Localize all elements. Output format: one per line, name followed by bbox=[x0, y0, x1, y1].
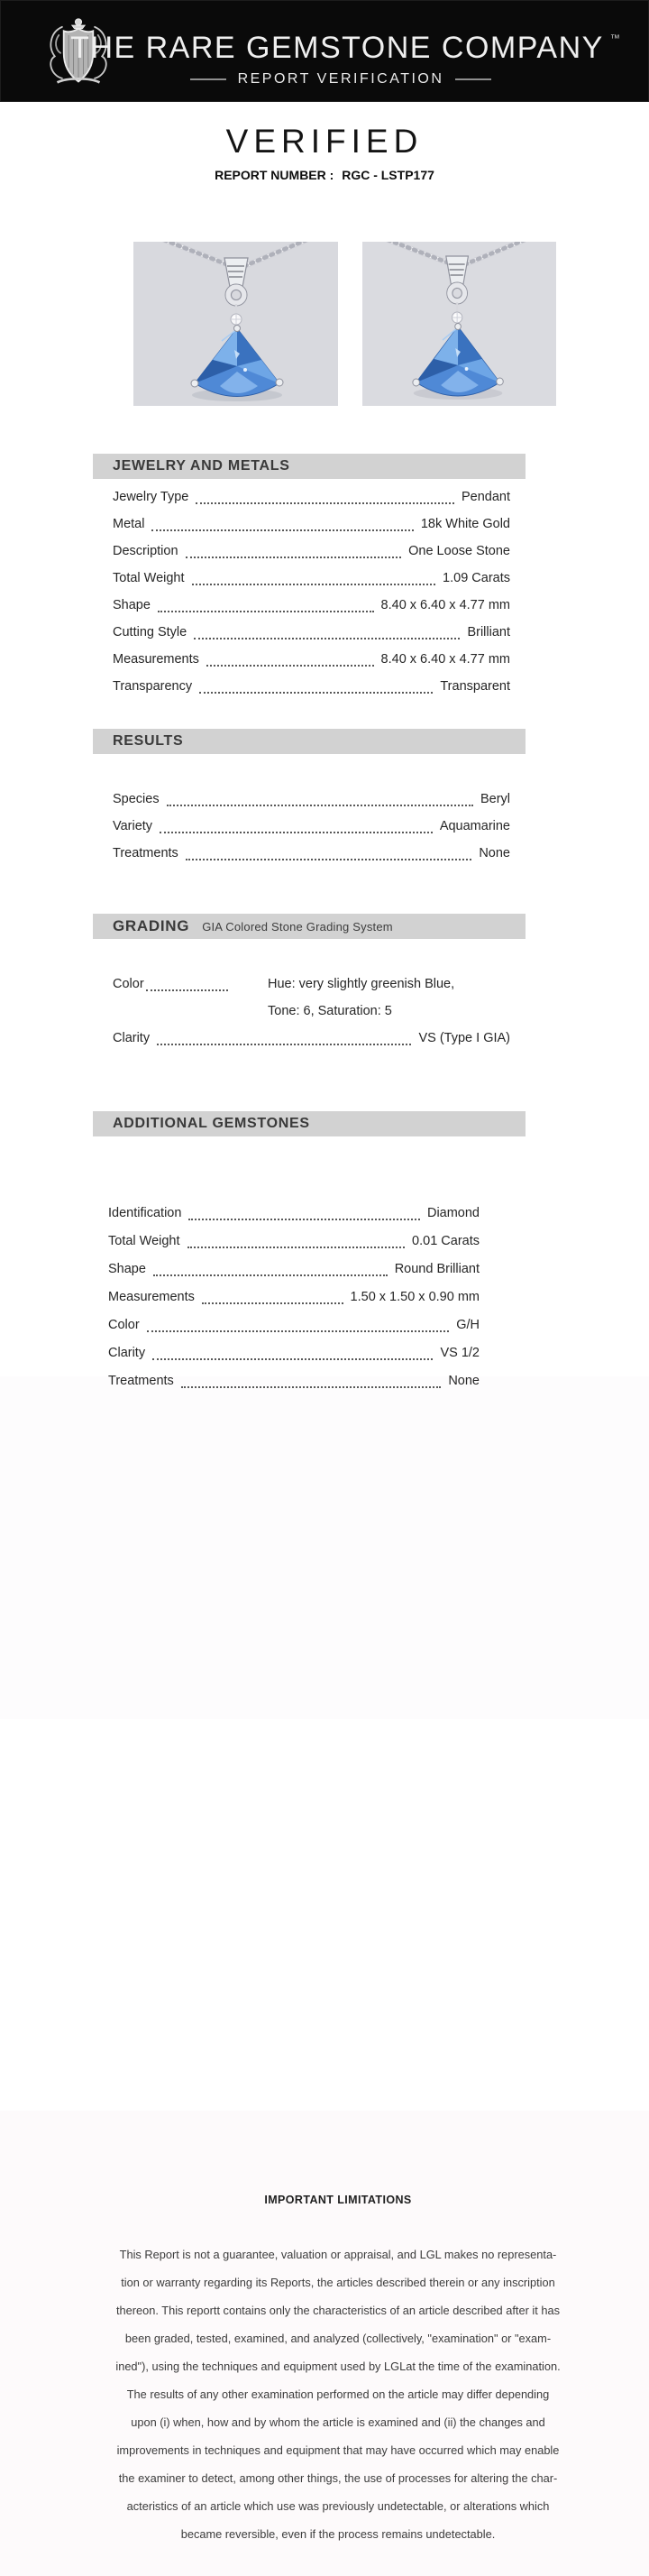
row-label: Color bbox=[108, 1317, 140, 1332]
section-header-results bbox=[93, 729, 526, 754]
row-jewelry-type bbox=[113, 483, 510, 511]
dotted-leader bbox=[181, 1373, 442, 1388]
row-value: 0.01 Carats bbox=[412, 1233, 480, 1248]
pendant-photo-2 bbox=[362, 242, 556, 406]
row-label: Treatments bbox=[108, 1373, 174, 1388]
row-transparency bbox=[113, 673, 510, 700]
row-shape bbox=[108, 1255, 480, 1283]
row-label: Shape bbox=[113, 598, 151, 612]
row-value: 8.40 x 6.40 x 4.77 mm bbox=[380, 598, 510, 612]
jewelry-and-metals-table bbox=[113, 483, 510, 700]
dotted-leader bbox=[194, 625, 460, 640]
verified-status: VERIFIED bbox=[225, 123, 424, 160]
dotted-leader bbox=[192, 571, 436, 586]
row-description bbox=[113, 538, 510, 565]
dotted-leader bbox=[196, 490, 454, 505]
row-species bbox=[113, 786, 510, 813]
row-label: Color bbox=[113, 977, 144, 991]
row-metal bbox=[113, 511, 510, 538]
row-value: One Loose Stone bbox=[408, 544, 510, 558]
row-label: Metal bbox=[113, 517, 145, 531]
dotted-leader bbox=[151, 517, 413, 532]
row-cutting-style bbox=[113, 619, 510, 646]
limitations-line: been graded, tested, examined, and analyzed (collectively, "examination" or "exam- bbox=[124, 2332, 552, 2345]
limitations-line: improvements in techniques and equipment that may have occurred which may enable bbox=[116, 2443, 560, 2457]
dotted-leader bbox=[152, 1345, 433, 1360]
limitations-line: The results of any other examination performed on the article may differ depending bbox=[126, 2387, 550, 2401]
row-label: Variety bbox=[113, 819, 153, 833]
dotted-leader bbox=[146, 977, 228, 992]
results-table bbox=[113, 786, 510, 867]
row-value: 1.50 x 1.50 x 0.90 mm bbox=[350, 1289, 480, 1304]
row-variety bbox=[113, 813, 510, 840]
section-header-grading bbox=[93, 914, 526, 939]
color-grade-value-cell bbox=[268, 971, 510, 1025]
dotted-leader bbox=[199, 679, 433, 695]
row-clarity bbox=[108, 1339, 480, 1366]
row-label: Measurements bbox=[108, 1289, 195, 1304]
row-label: Species bbox=[113, 792, 160, 806]
row-value: VS 1/2 bbox=[440, 1345, 480, 1360]
section-title: GRADING bbox=[113, 917, 190, 934]
limitations-line: This Report is not a guarantee, valuation or appraisal, and LGL makes no representa- bbox=[119, 2248, 557, 2261]
row-label: Treatments bbox=[113, 846, 178, 860]
row-label: Total Weight bbox=[113, 571, 185, 585]
banner-text: REPORT VERIFICATION bbox=[237, 71, 444, 87]
row-value: None bbox=[479, 846, 510, 860]
row-value: 1.09 Carats bbox=[443, 571, 510, 585]
row-value: Aquamarine bbox=[439, 819, 510, 833]
row-label: Jewelry Type bbox=[113, 490, 189, 504]
section-header-jewelry-and-metals bbox=[93, 454, 526, 479]
company-name-text: THE RARE GEMSTONE COMPANY bbox=[70, 31, 604, 65]
row-label: Cutting Style bbox=[113, 625, 187, 639]
banner-rule-left bbox=[190, 78, 226, 80]
company-name bbox=[50, 31, 640, 66]
row-identification bbox=[108, 1199, 480, 1227]
limitations-line: tion or warranty regarding its Reports, the articles described therein or any inscription bbox=[121, 2276, 555, 2289]
row-label: Transparency bbox=[113, 679, 193, 694]
limitations-line: acteristics of an article which use was previously undetectable, or alterations which bbox=[126, 2499, 550, 2513]
dotted-leader bbox=[202, 1289, 343, 1304]
row-value: 18k White Gold bbox=[420, 517, 510, 531]
grading-table bbox=[113, 971, 510, 1052]
dotted-leader bbox=[167, 792, 473, 807]
row-label: Shape bbox=[108, 1261, 146, 1276]
row-color bbox=[108, 1311, 480, 1339]
row-label: Description bbox=[113, 544, 178, 558]
row-treatments bbox=[113, 840, 510, 867]
color-grade-tone-saturation: Tone: 6, Saturation: 5 bbox=[268, 1004, 392, 1018]
row-value: Beryl bbox=[480, 792, 510, 806]
row-label: Identification bbox=[108, 1205, 182, 1220]
row-total-weight bbox=[108, 1227, 480, 1255]
row-measurements bbox=[113, 646, 510, 673]
report-number bbox=[0, 168, 649, 182]
row-value: VS (Type I GIA) bbox=[418, 1031, 510, 1045]
row-total-weight bbox=[113, 565, 510, 592]
report-number-value: RGC - LSTP177 bbox=[342, 168, 434, 182]
grading-system-subtitle: GIA Colored Stone Grading System bbox=[202, 919, 393, 934]
row-shape bbox=[113, 592, 510, 619]
site-header bbox=[0, 0, 649, 102]
row-label: Measurements bbox=[113, 652, 199, 667]
dotted-leader bbox=[187, 1233, 406, 1248]
row-value: Transparent bbox=[440, 679, 510, 694]
section-title: JEWELRY AND METALS bbox=[113, 458, 290, 474]
color-grade-label-cell bbox=[113, 971, 268, 998]
dotted-leader bbox=[157, 1031, 411, 1046]
dotted-leader bbox=[186, 846, 472, 861]
row-value: Brilliant bbox=[467, 625, 510, 639]
banner-rule-right bbox=[455, 78, 491, 80]
pendant-photo-1 bbox=[133, 242, 338, 406]
report-number-label: REPORT NUMBER : bbox=[215, 168, 334, 182]
row-value: Round Brilliant bbox=[394, 1261, 480, 1276]
limitations-line: upon (i) when, how and by whom the article is examined and (ii) the changes and bbox=[131, 2415, 545, 2429]
row-label: Clarity bbox=[113, 1031, 151, 1045]
dotted-leader bbox=[153, 1261, 388, 1276]
dotted-leader bbox=[158, 598, 374, 613]
row-clarity-grade bbox=[113, 1025, 510, 1052]
limitations-title: IMPORTANT LIMITATIONS bbox=[264, 2194, 412, 2206]
row-measurements bbox=[108, 1283, 480, 1311]
row-value: G/H bbox=[456, 1317, 480, 1332]
additional-gemstones-table bbox=[108, 1199, 480, 1394]
row-value: 8.40 x 6.40 x 4.77 mm bbox=[380, 652, 510, 667]
limitations-line: thereon. This reportt contains only the characteristics of an article described after it has bbox=[116, 2304, 560, 2317]
row-label: Clarity bbox=[108, 1345, 146, 1360]
report-verification-banner bbox=[50, 71, 631, 87]
row-treatments bbox=[108, 1366, 480, 1394]
trademark-symbol: ™ bbox=[609, 33, 620, 44]
dotted-leader bbox=[147, 1317, 450, 1332]
dotted-leader bbox=[186, 544, 402, 559]
section-title: RESULTS bbox=[113, 733, 184, 749]
limitations-line: became reversible, even if the process remains undetectable. bbox=[180, 2527, 496, 2541]
background-tint-band bbox=[0, 1373, 649, 1719]
limitations-paragraph bbox=[14, 2240, 649, 2548]
row-value: Pendant bbox=[461, 490, 510, 504]
section-header-additional-gemstones bbox=[93, 1111, 526, 1136]
dotted-leader bbox=[206, 652, 374, 667]
row-value: None bbox=[448, 1373, 480, 1388]
color-grade-hue: Hue: very slightly greenish Blue, bbox=[268, 977, 455, 991]
limitations-line: the examiner to detect, among other things, the use of processes for altering the char- bbox=[118, 2471, 558, 2485]
dotted-leader bbox=[188, 1205, 420, 1220]
limitations-line: ined"), using the techniques and equipment used by LGLat the time of the examination. bbox=[115, 2360, 561, 2373]
row-value: Diamond bbox=[426, 1205, 480, 1220]
section-title: ADDITIONAL GEMSTONES bbox=[113, 1116, 310, 1131]
row-color-grade bbox=[113, 971, 510, 1025]
dotted-leader bbox=[160, 819, 433, 834]
row-label: Total Weight bbox=[108, 1233, 180, 1248]
